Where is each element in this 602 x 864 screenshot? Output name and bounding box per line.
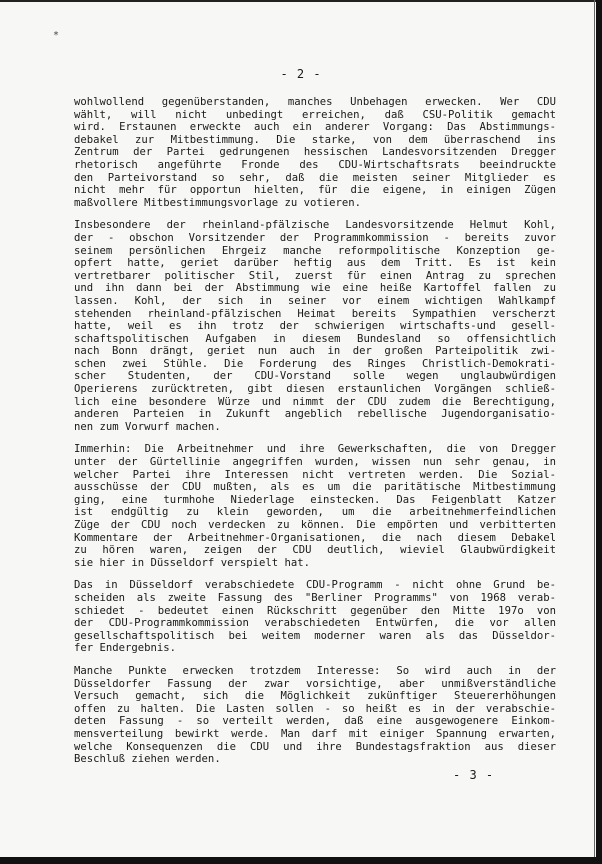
text-line: und ihn dann bei der Abstimmung wie eine heiße Kartoffel fallen zu [74, 282, 556, 295]
paragraph [74, 579, 556, 655]
text-line: Versuch gemacht, sich die Möglichkeit zukünftiger Steuererhöhungen [74, 690, 556, 703]
text-line: hatte, weil es ihn trotz der schwierigen wirtschafts-und gesell- [74, 320, 556, 333]
text-line: ging, eine turmhohe Niederlage einstecken. Das Feigenblatt Katzer [74, 493, 556, 506]
text-line: fer Endergebnis. [74, 642, 177, 655]
text-line: wird. Erstaunen erweckte auch ein anderer Vorgang: Das Abstimmungs- [74, 121, 556, 134]
text-line: welche Konsequenzen die CDU und ihre Bundestagsfraktion aus dieser [74, 740, 556, 753]
text-line: anderen Parteien in Zukunft angeblich rebellische Jugendorganisatio- [74, 408, 556, 421]
text-line: schiedet - bedeutet einen Rückschritt gegenüber den Mitte 197o von [74, 604, 556, 617]
text-line: nicht mehr für opportun hielten, für die eigene, in einigen Zügen [74, 184, 556, 197]
text-line: nach Bonn drängt, geriet nun auch in der großen Parteipolitik zwi- [74, 345, 556, 358]
text-line: nen zum Vorwurf machen. [74, 420, 221, 433]
text-line: maßvollere Mitbestimmungsvorlage zu votieren. [74, 196, 362, 209]
text-line: lassen. Kohl, der sich in seiner vor einem wichtigen Wahlkampf [74, 294, 556, 307]
text-line: scher Studenten, der CDU-Vorstand solle wegen unglaubwürdigen [74, 370, 556, 383]
text-line: scheiden als zweite Fassung des "Berliner Programms" von 1968 verab- [74, 591, 556, 604]
text-line: gesellschaftspolitisch bei weitem moderner waren als das Düsseldor- [74, 629, 556, 642]
paragraph [74, 665, 556, 766]
text-line: ausschüsse der CDU mußten, als es um die paritätische Mitbestimmung [74, 481, 556, 494]
paragraph [74, 219, 556, 433]
paragraph [74, 96, 556, 209]
text-line: schen zwei Stühle. Die Forderung des Ringes Christlich-Demokrati- [74, 357, 556, 370]
scan-speck: * [53, 30, 60, 41]
text-line: offen zu halten. Die Lasten sollen - so heißt es in der verabschie- [74, 702, 556, 715]
text-line: ist endgültig zu klein geworden, um die arbeitnehmerfeindlichen [74, 506, 556, 519]
text-line: seinem persönlichen Ehrgeiz manche reformpolitische Konzeption ge- [74, 244, 556, 257]
scan-edge-bottom [0, 857, 602, 864]
text-line: stehenden rheinland-pfälzischen Heimat bereits Sympathien verscherzt [74, 307, 556, 320]
text-line: Das in Düsseldorf verabschiedete CDU-Programm - nicht ohne Grund be- [74, 579, 556, 592]
text-line: mensverteilung bewirkt werde. Man darf mit einiger Spannung erwarten, [74, 727, 556, 740]
text-line: Züge der CDU noch verdecken zu können. Die empörten und verbitterten [74, 519, 556, 531]
paragraph [74, 443, 556, 569]
text-line: der CDU-Programmkommission verabschiedeten Entwürfen, die vor allen [74, 617, 556, 630]
text-line: Insbesondere der rheinland-pfälzische Landesvorsitzende Helmut Kohl, [74, 219, 556, 232]
text-line: sie hier in Düsseldorf verspielt hat. [74, 556, 310, 569]
text-line: Düsseldorfer Fassung der zwar vorsichtige, aber unmißverständliche [74, 677, 556, 690]
text-line: den Parteivorstand so sehr, daß die meisten seiner Mitglieder es [74, 171, 556, 184]
scan-edge-right-line [594, 0, 595, 864]
text-line: Kommentare der Arbeitnehmer-Organisationen, die nach diesem Debakel [74, 531, 556, 544]
scan-edge-right [596, 0, 602, 864]
text-line: Operierens zurücktreten, gibt diesen erstaunlichen Vorgängen schließ- [74, 383, 556, 396]
text-line: debakel zur Mitbestimmung. Die starke, von dem überraschend ins [74, 133, 556, 146]
text-line: lich eine besondere Würze und nimmt der CDU zudem die Berechtigung, [74, 395, 556, 408]
text-line: opfert hatte, geriet darüber heftig aus dem Tritt. Es ist kein [74, 257, 556, 270]
text-line: deten Fassung - so verteilt werden, daß eine ausgewogenere Einkom- [74, 715, 556, 728]
text-line: welcher Partei ihre Interessen nicht vertreten werden. Die Sozial- [74, 468, 556, 481]
text-line: rhetorisch angeführte Fronde des CDU-Wirtschaftsrats beeindruckte [74, 158, 556, 171]
text-line: Immerhin: Die Arbeitnehmer und ihre Gewerkschaften, die von Dregger [74, 443, 556, 456]
text-line: vertretbarer politischer Stil, zuerst für einen Antrag zu sprechen [74, 269, 556, 282]
text-line: Zentrum der Partei gedrungenen hessischen Landesvorsitzenden Dregger [74, 146, 556, 159]
page-number-header: - 2 - [280, 67, 322, 81]
scan-edge-top [0, 0, 602, 2]
text-line: der - obschon Vorsitzender der Programmkommission - bereits zuvor [74, 231, 556, 244]
text-line: schaftspolitischen Aufgaben in diesem Bundesland so offensichtlich [74, 332, 556, 345]
text-line: Beschluß ziehen werden. [74, 753, 221, 766]
text-line: wohlwollend gegenüberstanden, manches Unbehagen erwecken. Wer CDU [74, 96, 556, 108]
page-number-footer: - 3 - [453, 768, 495, 782]
text-line: unter der Gürtellinie angegriffen wurden, wissen nun sehr genau, in [74, 456, 556, 469]
text-line: zu hören waren, zeigen der CDU deutlich, wieviel Glaubwürdigkeit [74, 544, 556, 557]
body-text [74, 96, 556, 776]
text-line: Manche Punkte erwecken trotzdem Interesse: So wird auch in der [74, 664, 556, 677]
text-line: wählt, will nicht unbedingt erreichen, daß CSU-Politik gemacht [74, 108, 556, 121]
